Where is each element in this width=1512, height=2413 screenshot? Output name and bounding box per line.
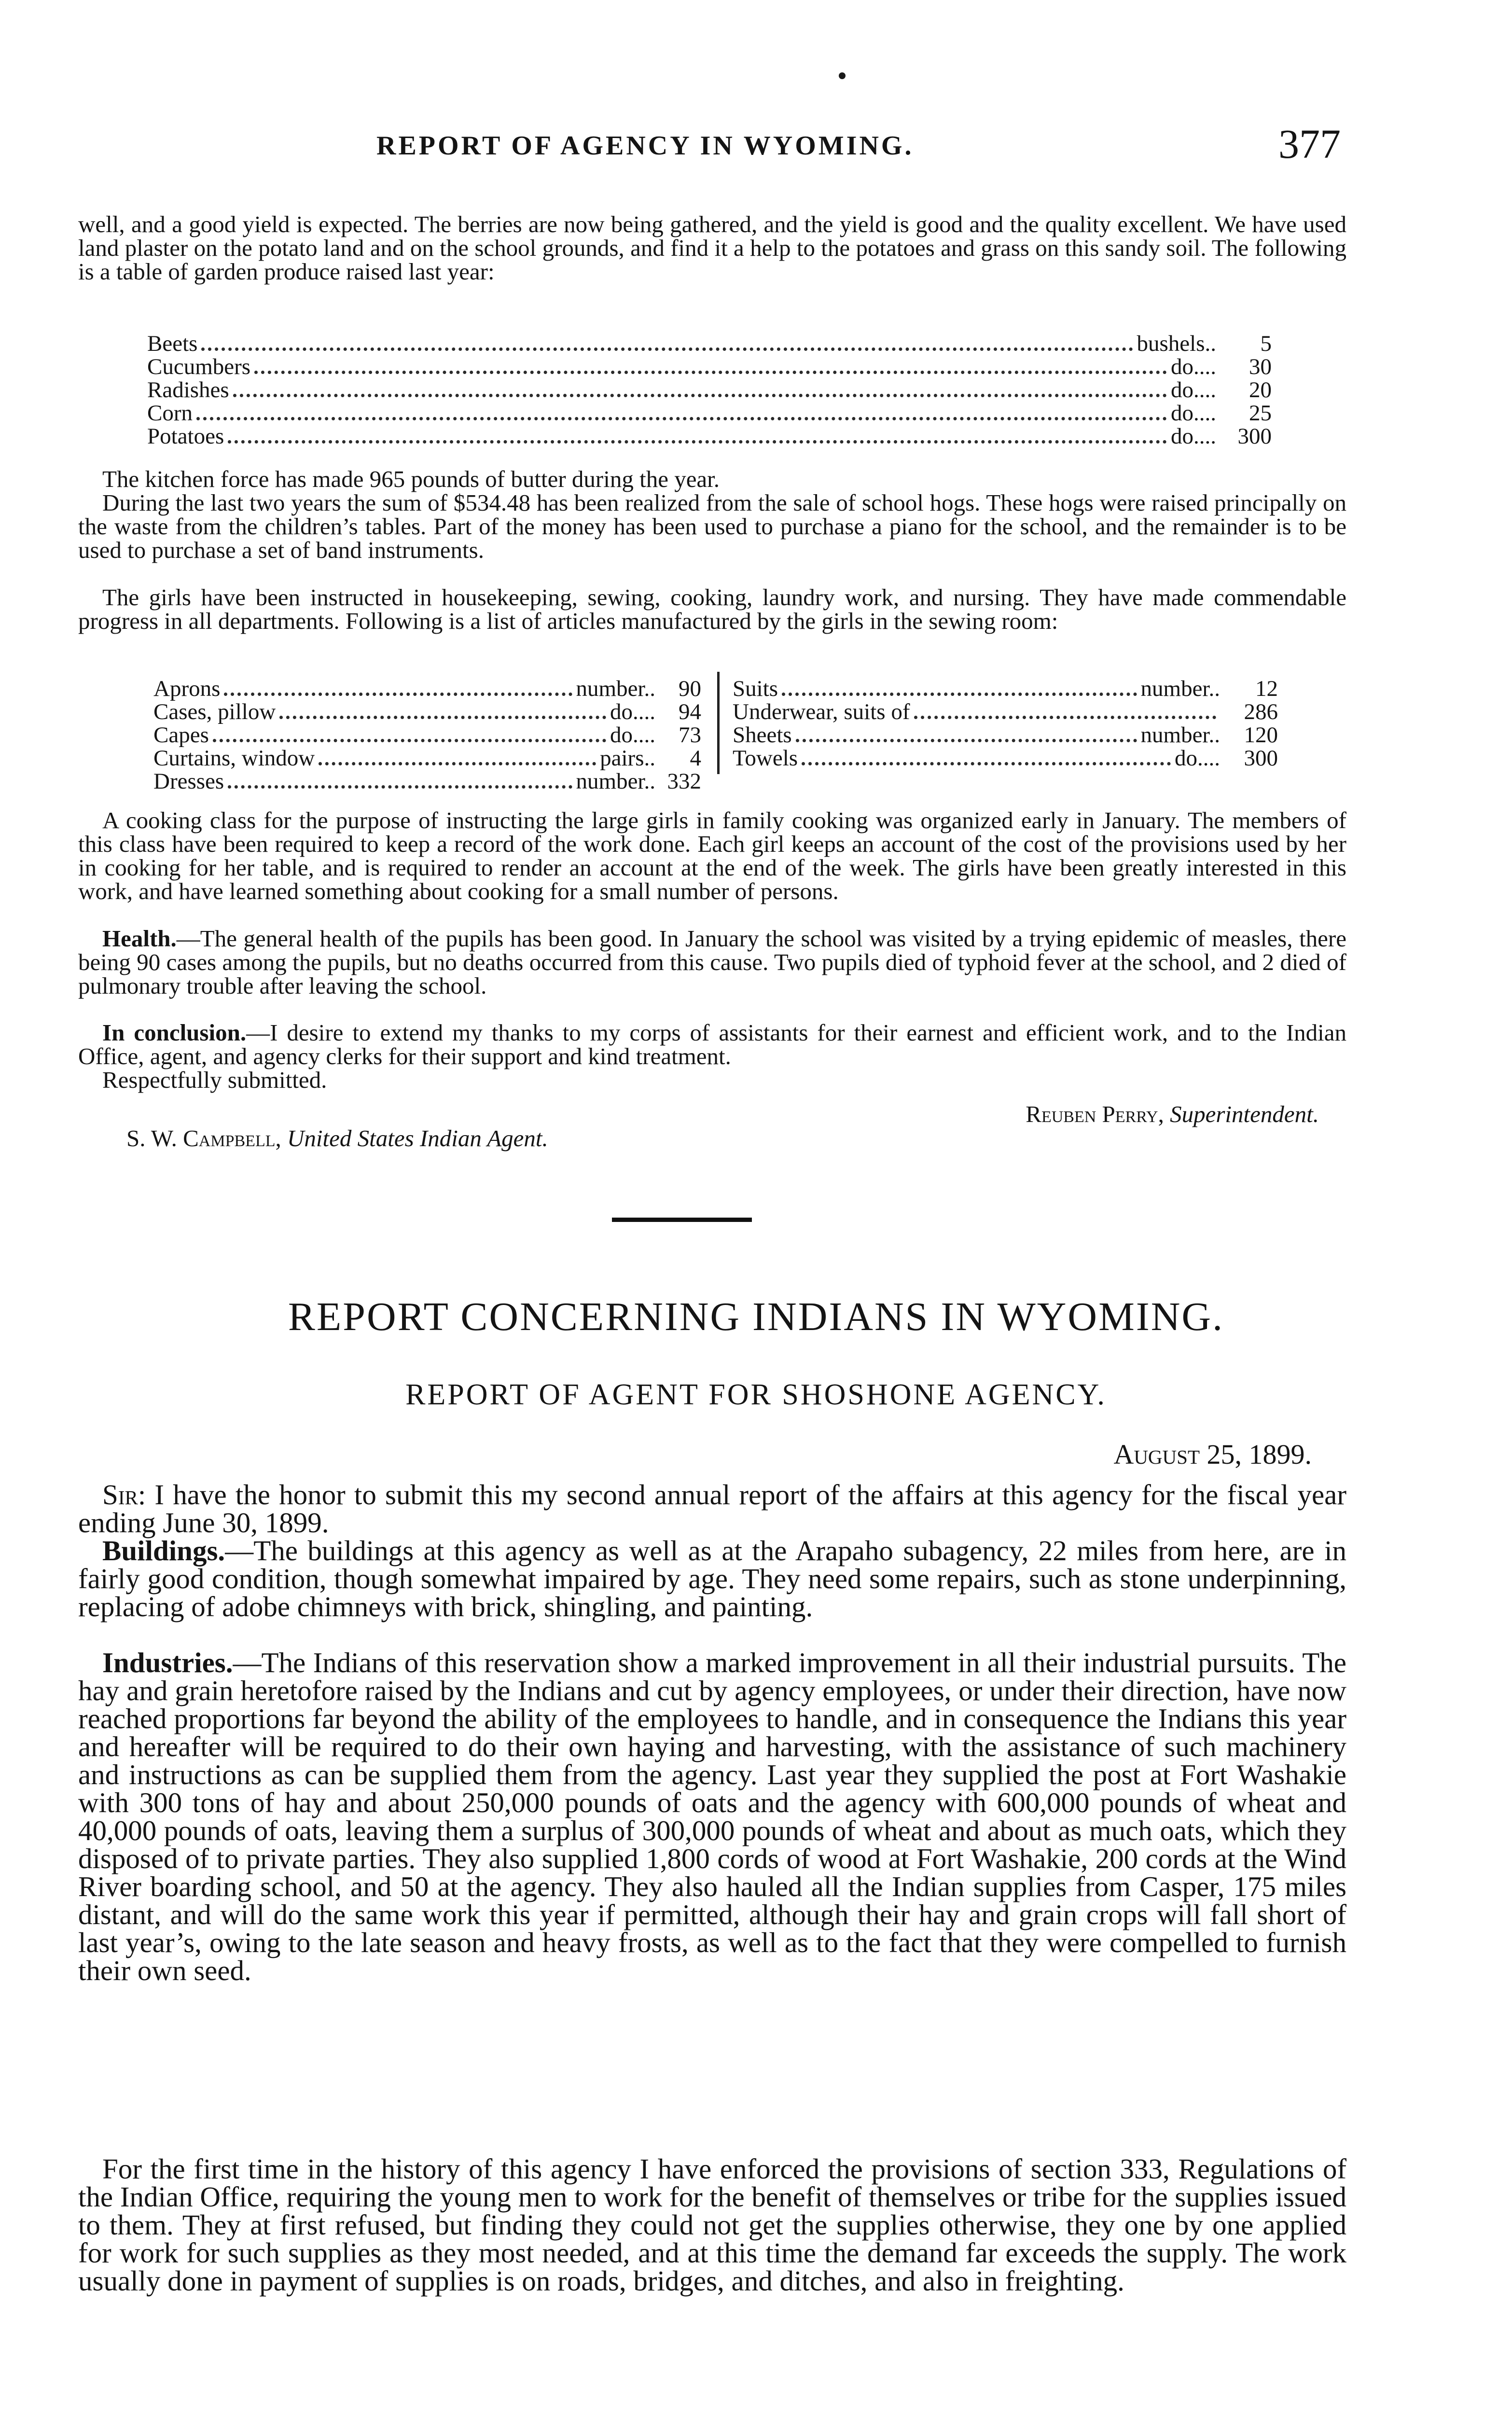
- produce-row: Potatoes do.... 300: [147, 424, 1272, 449]
- hogs-paragraph: During the last two years the sum of $534.48 has been realized from the sale of school hogs. These hogs were raised principally on the waste from the children’s tables. Part of the money has been used to purchase a piano for the school, and the remainder is to be used to purchase a set of band instruments.: [78, 489, 1346, 563]
- article-row: Sheets number.. 120: [733, 722, 1278, 748]
- article-row: Towels do.... 300: [733, 746, 1278, 771]
- articles-table-right: [733, 676, 1278, 771]
- butter-paragraph: The kitchen force has made 965 pounds of butter during the year.: [102, 466, 720, 492]
- girls-paragraph: The girls have been instructed in housekeeping, sewing, cooking, laundry work, and nursing. They have made commendable progress in all departments. Following is a list of articles manufactured by the girls in the sewing room:: [78, 584, 1346, 634]
- running-header: REPORT OF AGENCY IN WYOMING.: [376, 131, 914, 161]
- produce-row: Corn do.... 25: [147, 401, 1272, 426]
- column-divider: [717, 672, 720, 774]
- produce-row: Radishes do.... 20: [147, 377, 1272, 402]
- buildings-paragraph: Buildings.—The buildings at this agency as well as at the Arapaho subagency, 22 miles from here, are in fairly good condition, though somewhat impaired by age. They need some repairs, such as stone underpinning, replacing of adobe chimneys with brick, shingling, and painting.: [78, 1535, 1346, 1623]
- articles-table-left: [153, 676, 701, 794]
- article-row: Dresses number.. 332: [153, 769, 701, 794]
- cooking-paragraph: A cooking class for the purpose of instructing the large girls in family cooking was organized early in January. The members of this class have been required to keep a record of the work done. Each girl keeps an account of the cost of the provisions used by her in cooking for her table, and is required to render an account at the end of the week. The girls have been greatly interested in this work, and have learned something about cooking for a small number of persons.: [78, 807, 1346, 904]
- superintendent-signature: Reuben Perry, Superintendent.: [1026, 1101, 1319, 1127]
- article-row: Curtains, window pairs.. 4: [153, 746, 701, 771]
- report-subtitle: REPORT OF AGENT FOR SHOSHONE AGENCY.: [405, 1378, 1107, 1411]
- salutation: Sir:: [102, 1479, 146, 1511]
- health-paragraph: Health.—The general health of the pupils has been good. In January the school was visited by a trying epidemic of measles, there being 90 cases among the pupils, but no deaths occurred from this cause. Two pupils died of typhoid fever at the school, and 2 died of pulmonary trouble after leaving the school.: [78, 925, 1346, 999]
- page-number: 377: [1278, 121, 1341, 167]
- section-divider-rule: [612, 1218, 752, 1222]
- salutation-paragraph: Sir: I have the honor to submit this my second annual report of the affairs at this agency for the fiscal year ending June 30, 1899.: [78, 1479, 1347, 1539]
- produce-row: Cucumbers do.... 30: [147, 354, 1272, 379]
- agent-addressee: S. W. Campbell, United States Indian Agent.: [126, 1125, 548, 1151]
- article-row: Suits number.. 12: [733, 676, 1278, 701]
- garden-produce-table: [147, 331, 1272, 449]
- article-row: Cases, pillow do.... 94: [153, 699, 701, 724]
- produce-row: Beets bushels.. 5: [147, 331, 1272, 356]
- article-row: Capes do.... 73: [153, 722, 701, 748]
- regulations-paragraph: For the first time in the history of this agency I have enforced the provisions of section 333, Regulations of the Indian Office, requiring the young men to work for the benefit of themselves or tribe for the supplies issued to them. They at first refused, but finding they could not get the supplies otherwise, they one by one applied for work for such supplies as they most needed, and at this time the demand far exceeds the supply. The work usually done in payment of supplies is on roads, bridges, and ditches, and also in freighting.: [78, 2153, 1346, 2297]
- article-row: Underwear, suits of 286: [733, 699, 1278, 724]
- conclusion-heading: In conclusion.: [102, 1019, 247, 1046]
- closing-line: Respectfully submitted.: [102, 1067, 327, 1093]
- school-intro-paragraph: well, and a good yield is expected. The berries are now being gathered, and the yield is good and the quality excellent. We have used land plaster on the potato land and on the school grounds, and find it a help to the potatoes and grass on this sandy soil. The following is a table of garden produce raised last year:: [78, 211, 1346, 285]
- article-row: Aprons number.. 90: [153, 676, 701, 701]
- buildings-heading: Buildings.: [102, 1535, 225, 1567]
- industries-heading: Industries.: [102, 1647, 233, 1678]
- report-title: REPORT CONCERNING INDIANS IN WYOMING.: [288, 1294, 1224, 1339]
- ink-speck: [839, 72, 846, 79]
- industries-paragraph: Industries.—The Indians of this reservation show a marked improvement in all their industrial pursuits. The hay and grain heretofore raised by the Indians and cut by agency employees, or under their direction, have now reached proportions far beyond the ability of the employees to handle, and in consequence the Indians this year and hereafter will be required to do their own haying and harvesting, with the assistance of such machinery and instructions as can be supplied them from the agency. Last year they supplied the post at Fort Washakie with 300 tons of hay and about 250,000 pounds of oats and the agency with 600,000 pounds of wheat and 40,000 pounds of oats, leaving them a surplus of 300,000 pounds of wheat and about as much oats, which they disposed of to private parties. They also supplied 1,800 cords of wood at Fort Washakie, 200 cords at the Wind River boarding school, and 50 at the agency. They also hauled all the Indian supplies from Casper, 175 miles distant, and will do the same work this year if permitted, although their hay and grain crops will fall short of last year’s, owing to the late season and heavy frosts, as well as to the fact that they were compelled to furnish their own seed.: [78, 1647, 1346, 1986]
- report-date: August 25, 1899.: [1113, 1439, 1312, 1470]
- conclusion-paragraph: In conclusion.—I desire to extend my thanks to my corps of assistants for their earnest and efficient work, and to the Indian Office, agent, and agency clerks for their support and kind treatment.: [78, 1019, 1346, 1069]
- health-heading: Health.: [102, 925, 177, 952]
